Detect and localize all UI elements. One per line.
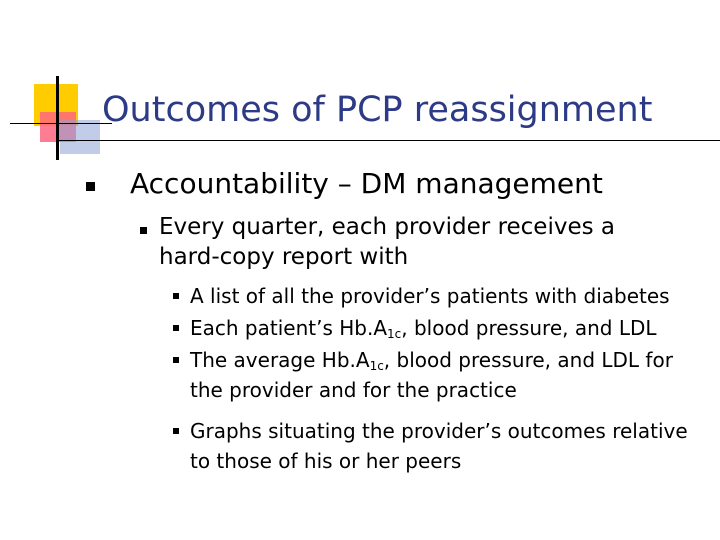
list-item: Graphs situating the provider’s outcomes relative to those of his or her peers [190, 419, 688, 473]
heading-bullet: Accountability – DM management [130, 167, 603, 200]
logo-vertical-line [56, 76, 59, 160]
subscript: 1c [387, 327, 402, 341]
logo-horizontal-line [10, 123, 112, 124]
bullet-square-icon [173, 325, 179, 331]
bullet-square-icon [173, 428, 179, 434]
bullet-square-icon [86, 182, 95, 191]
slide-title: Outcomes of PCP reassignment [102, 90, 653, 130]
corner-logo [0, 0, 720, 170]
list-item: The average $Hb.A_{1c}$, blood pressure, and LDL for the provider and for the practice [190, 348, 673, 402]
list-item: A list of all the provider’s patients with diabetes [190, 284, 670, 308]
subscript: 1c [369, 359, 384, 373]
sub-bullet: Every quarter, each provider receives a hard-copy report with [159, 214, 616, 270]
bullet-square-icon [140, 227, 147, 234]
bullet-square-icon [173, 293, 179, 299]
bullet-square-icon [173, 357, 179, 363]
logo-blue-square [60, 120, 100, 154]
title-underline [58, 140, 720, 141]
list-item: Each patient’s $Hb.A_{1c}$, blood pressure, and LDL [190, 316, 657, 341]
